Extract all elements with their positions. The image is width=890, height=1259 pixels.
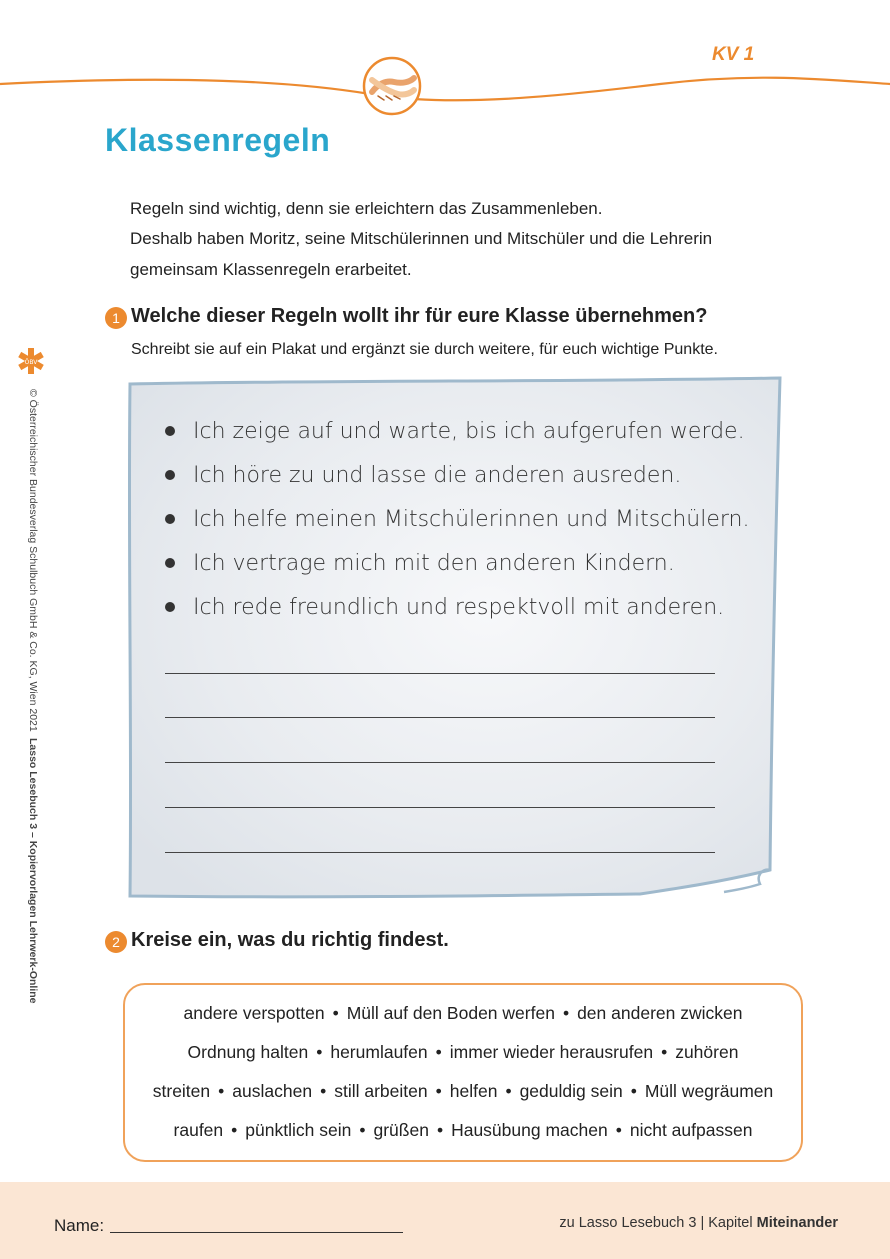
copyright-note: © Österreichischer Bundesverlag Schulbuch GmbH & Co. KG, Wien 2021 (27, 389, 39, 732)
separator-dot: • (332, 1003, 339, 1023)
word-option[interactable]: herumlaufen (330, 1042, 428, 1062)
name-input-line[interactable] (110, 1232, 403, 1233)
word-option[interactable]: immer wieder herausrufen (449, 1042, 654, 1062)
separator-dot: • (630, 1081, 637, 1101)
word-option[interactable]: nicht aufpassen (629, 1120, 753, 1140)
word-option[interactable]: andere verspotten (183, 1003, 325, 1023)
separator-dot: • (615, 1120, 622, 1140)
rule-item: Ich helfe meinen Mitschülerinnen und Mitschülern. (165, 498, 725, 542)
separator-dot: • (359, 1120, 366, 1140)
word-choice-box (123, 983, 803, 1162)
handshake-icon (364, 58, 420, 114)
word-option[interactable]: Hausübung machen (451, 1120, 608, 1140)
separator-dot: • (505, 1081, 512, 1101)
task1-question: Welche dieser Regeln wollt ihr für eure Klasse übernehmen? (131, 305, 708, 327)
word-row (125, 1081, 801, 1102)
task-number-badge: 2 (105, 931, 127, 953)
word-option[interactable]: den anderen zwicken (577, 1003, 743, 1023)
word-row (125, 1042, 801, 1063)
separator-dot: • (435, 1042, 442, 1062)
word-option[interactable]: streiten (152, 1081, 211, 1101)
page-title: Klassenregeln (105, 122, 331, 158)
word-row (125, 1120, 801, 1141)
word-option[interactable]: grüßen (373, 1120, 429, 1140)
word-option[interactable]: still arbeiten (334, 1081, 428, 1101)
writing-line[interactable] (165, 717, 715, 718)
word-option[interactable]: Ordnung halten (187, 1042, 309, 1062)
book-reference: Lasso Lesebuch 3 – Kopiervorlagen Lehrwerk-Online (27, 738, 39, 1004)
separator-dot: • (661, 1042, 668, 1062)
writing-line[interactable] (165, 807, 715, 808)
writing-line[interactable] (165, 673, 715, 674)
rule-item: Ich höre zu und lasse die anderen ausreden. (165, 454, 725, 498)
writing-line[interactable] (165, 852, 715, 853)
poster-rules-list (165, 410, 750, 630)
writing-line[interactable] (165, 762, 715, 763)
word-option[interactable]: Müll auf den Boden werfen (346, 1003, 555, 1023)
footer-note: zu Lasso Lesebuch 3 | Kapitel Miteinander (559, 1215, 838, 1231)
separator-dot: • (218, 1081, 225, 1101)
word-option[interactable]: pünktlich sein (245, 1120, 352, 1140)
svg-text:ÖBV: ÖBV (24, 359, 38, 366)
name-label: Name: (54, 1216, 105, 1235)
task-number-badge: 1 (105, 307, 127, 329)
rule-item: Ich zeige auf und warte, bis ich aufgerufen werde. (165, 410, 725, 454)
separator-dot: • (436, 1120, 444, 1140)
word-row (125, 1003, 801, 1024)
worksheet-code: KV 1 (712, 44, 755, 65)
word-option[interactable]: zuhören (675, 1042, 739, 1062)
bullet-icon (165, 470, 175, 480)
publisher-logo (16, 346, 46, 376)
separator-dot: • (435, 1081, 442, 1101)
word-option[interactable]: helfen (449, 1081, 498, 1101)
intro-line: Deshalb haben Moritz, seine Mitschülerinnen und Mitschüler und die Lehrerin (130, 229, 713, 248)
task2-question: Kreise ein, was du richtig findest. (131, 929, 449, 951)
word-option[interactable]: Müll wegräumen (644, 1081, 774, 1101)
rule-item: Ich vertrage mich mit den anderen Kindern. (165, 542, 725, 586)
header-wave (0, 0, 890, 120)
word-option[interactable]: geduldig sein (519, 1081, 623, 1101)
separator-dot: • (562, 1003, 570, 1023)
bullet-icon (165, 558, 175, 568)
separator-dot: • (316, 1042, 323, 1062)
word-option[interactable]: raufen (173, 1120, 224, 1140)
separator-dot: • (231, 1120, 238, 1140)
task1-instruction: Schreibt sie auf ein Plakat und ergänzt sie durch weitere, für euch wichtige Punkte. (131, 341, 718, 358)
bullet-icon (165, 426, 175, 436)
intro-line: Regeln sind wichtig, denn sie erleichtern das Zusammenleben. (130, 199, 603, 218)
bullet-icon (165, 514, 175, 524)
word-option[interactable]: auslachen (232, 1081, 313, 1101)
bullet-icon (165, 602, 175, 612)
rule-item: Ich rede freundlich und respektvoll mit anderen. (165, 586, 725, 630)
separator-dot: • (320, 1081, 327, 1101)
chapter-name: Miteinander (756, 1215, 838, 1231)
intro-line: gemeinsam Klassenregeln erarbeitet. (130, 260, 412, 279)
